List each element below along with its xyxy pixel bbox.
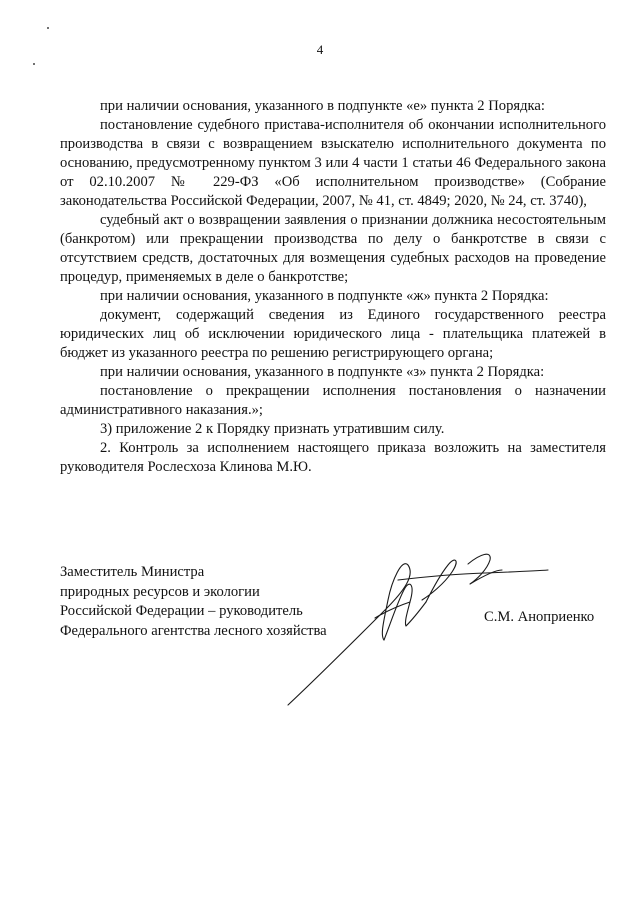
scan-speck	[33, 63, 35, 65]
signatory-position-line: природных ресурсов и экологии	[60, 583, 260, 600]
paragraph: постановление судебного пристава-исполнителя об окончании исполнительного производства в связи с возвращением взыскателю исполнительного документа по основанию, предусмотренному пунктом 3 или 4 части 1 статьи 46 Федерального закона от 02.10.2007 № 229-ФЗ «Об исполнительном производстве» (Собрание законодательства Российской Федерации, 2007, № 41, ст. 4849; 2020, № 24, ст. 3740),	[60, 117, 606, 209]
signatory-position-line: Федерального агентства лесного хозяйства	[60, 622, 327, 639]
paragraph: судебный акт о возвращении заявления о признании должника несостоятельным (банкротом) или прекращении производства по делу о банкротстве в связи с отсутствием средств, достаточных для возмещения судебных расходов на проведение процедур, применяемых в деле о банкротстве;	[60, 212, 606, 285]
paragraph: документ, содержащий сведения из Единого государственного реестра юридических лиц об исключении юридического лица - плательщика платежей в бюджет из указанного реестра по решению регистрирующего органа;	[60, 307, 606, 361]
paragraph: постановление о прекращении исполнения постановления о назначении административного наказания.»;	[60, 383, 606, 418]
paragraph: при наличии основания, указанного в подпункте «е» пункта 2 Порядка:	[100, 98, 545, 114]
page-number: 4	[316, 42, 324, 57]
signatory-position-line: Российской Федерации – руководитель	[60, 603, 303, 619]
scan-speck	[47, 27, 49, 29]
document-body	[60, 97, 606, 477]
paragraph: при наличии основания, указанного в подпункте «ж» пункта 2 Порядка:	[100, 288, 549, 304]
signatory-name: С.М. Аноприенко	[484, 609, 595, 625]
paragraph: 2. Контроль за исполнением настоящего приказа возложить на заместителя руководителя Рослесхоза Клинова М.Ю.	[60, 440, 606, 475]
paragraph: 3) приложение 2 к Порядку признать утратившим силу.	[100, 421, 445, 437]
paragraph: при наличии основания, указанного в подпункте «з» пункта 2 Порядка:	[100, 364, 545, 380]
signatory-position-line: Заместитель Министра	[60, 564, 205, 580]
